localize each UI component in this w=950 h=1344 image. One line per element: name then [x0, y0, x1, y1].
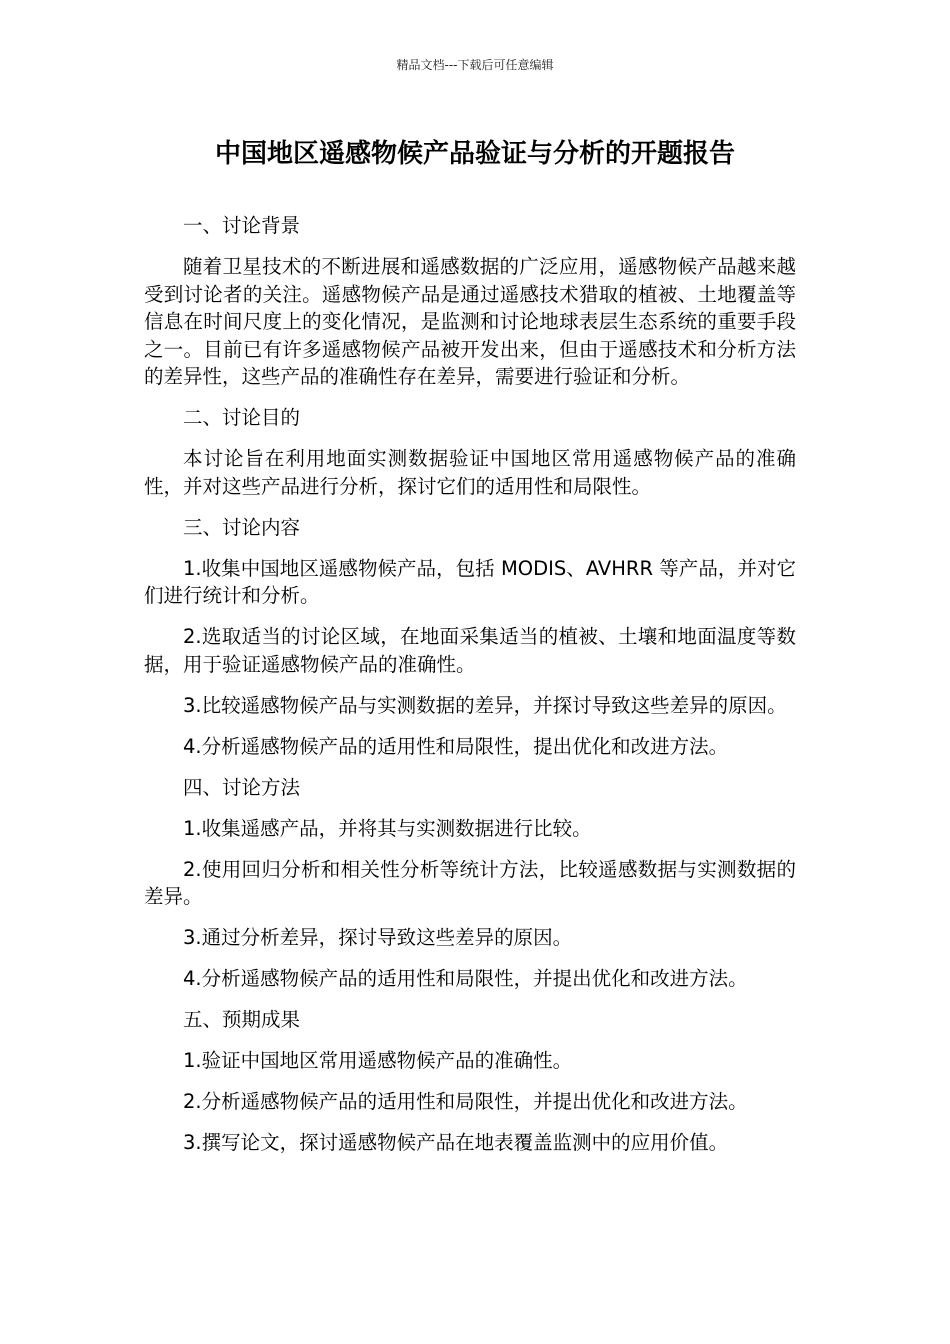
- content-item: 2.选取适当的讨论区域，在地面采集适当的植被、土壤和地面温度等数据，用于验证遥感物候产品的准确性。: [144, 625, 796, 676]
- section-heading-background: 一、讨论背景: [183, 214, 301, 237]
- content-item: 3.比较遥感物候产品与实测数据的差异，并探讨导致这些差异的原因。: [183, 693, 787, 717]
- method-item: 1.收集遥感产品，并将其与实测数据进行比较。: [183, 816, 592, 840]
- section-heading-purpose: 二、讨论目的: [183, 406, 301, 429]
- page-header: 精品文档---下载后可任意编辑: [396, 58, 554, 72]
- method-item: 2.使用回归分析和相关性分析等统计方法，比较遥感数据与实测数据的差异。: [144, 857, 796, 908]
- section-heading-content: 三、讨论内容: [183, 515, 301, 539]
- background-paragraph: 随着卫星技术的不断进展和遥感数据的广泛应用，遥感物候产品越来越受到讨论者的关注。遥感物候产品是通过遥感技术猎取的植被、土地覆盖等信息在时间尺度上的变化情况，是监测和讨论地球表层生态系统的重要手段之一。目前已有许多遥感物候产品被开发出来，但由于遥感技术和分析方法的差异性，这些产品的准确性存在差异，需要进行验证和分析。: [144, 255, 796, 388]
- results-item: 3.撰写论文，探讨遥感物候产品在地表覆盖监测中的应用价值。: [183, 1131, 729, 1154]
- section-heading-results: 五、预期成果: [183, 1008, 301, 1031]
- document-title: 中国地区遥感物候产品验证与分析的开题报告: [214, 139, 735, 169]
- content-item: 1.收集中国地区遥感物候产品，包括 MODIS、AVHRR 等产品，并对它们进行统计和分析。: [144, 556, 796, 607]
- results-item: 1.验证中国地区常用遥感物候产品的准确性。: [183, 1049, 573, 1072]
- document-body: [144, 212, 796, 1170]
- content-item: 4.分析遥感物候产品的适用性和局限性，提出优化和改进方法。: [183, 734, 729, 758]
- method-item: 3.通过分析差异，探讨导致这些差异的原因。: [183, 926, 573, 949]
- method-item: 4.分析遥感物候产品的适用性和局限性，并提出优化和改进方法。: [183, 967, 748, 990]
- purpose-paragraph: 本讨论旨在利用地面实测数据验证中国地区常用遥感物候产品的准确性，并对这些产品进行分析，探讨它们的适用性和局限性。: [144, 447, 796, 498]
- section-heading-method: 四、讨论方法: [183, 775, 301, 799]
- results-item: 2.分析遥感物候产品的适用性和局限性，并提出优化和改进方法。: [183, 1090, 748, 1113]
